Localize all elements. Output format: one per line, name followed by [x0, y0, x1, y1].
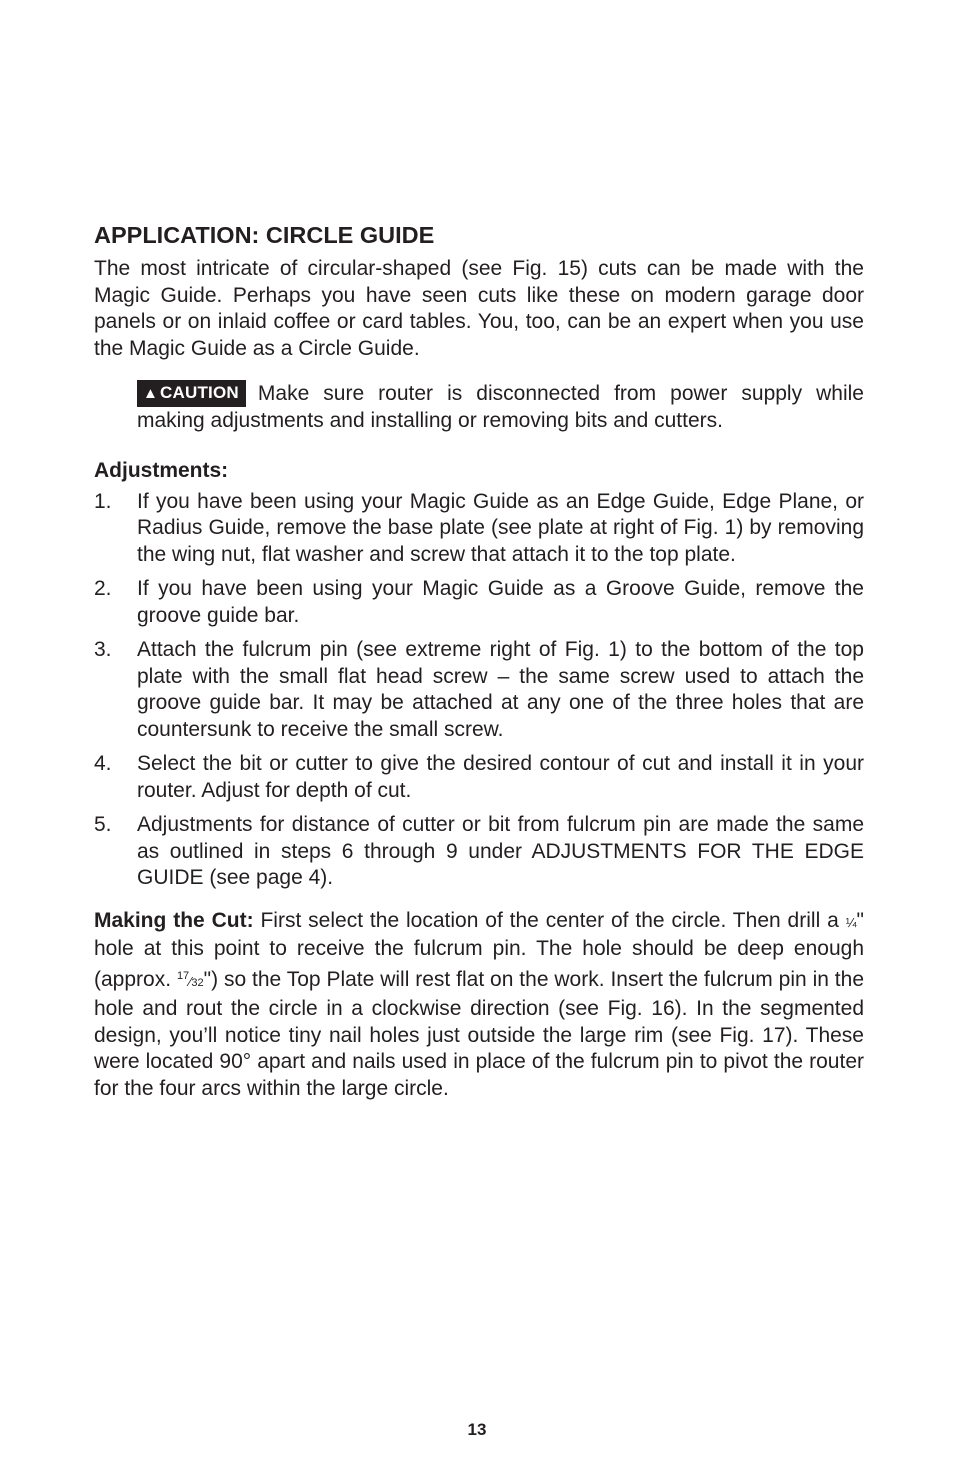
making-cut-text-1: First select the location of the center of the circle. Then drill a [253, 908, 846, 932]
list-item [94, 576, 864, 629]
making-cut-paragraph [94, 908, 864, 1103]
list-item [94, 637, 864, 743]
caution-label: CAUTION [160, 383, 239, 402]
step-text: Select the bit or cutter to give the desired contour of cut and install it in your router. Adjust for depth of cut. [137, 752, 864, 802]
caution-text: Make sure router is disconnected from power supply while making adjustments and installing or removing bits and cutters. [137, 382, 864, 432]
page-number: 13 [467, 1420, 487, 1439]
step-text: If you have been using your Magic Guide as an Edge Guide, Edge Plane, or Radius Guide, remove the base plate (see plate at right of Fig. 1) by removing the wing nut, flat washer and screw that attach it to the top plate. [137, 489, 864, 566]
step-number: 4. [94, 752, 112, 775]
step-number: 2. [94, 577, 112, 600]
caution-notice [137, 380, 864, 434]
making-cut-lead: Making the Cut: [94, 908, 254, 932]
section-title: APPLICATION: CIRCLE GUIDE [94, 222, 435, 248]
fraction-seventeen-thirtyseconds: $^{17}$⁄32 [176, 969, 204, 989]
warning-triangle-icon: ▲ [143, 385, 159, 402]
list-item [94, 489, 864, 569]
fraction-numerator: 17 [176, 969, 190, 982]
adjustments-list [94, 489, 864, 892]
list-item [94, 751, 864, 804]
making-cut-text-3: ") so the Top Plate will rest flat on the work. Insert the fulcrum pin in the hole and rout the circle in a clockwise direction (see Fig. 16). In the segmented design, you’ll notice tiny nail holes just outside the large rim (see Fig. 17). These were located 90° apart and nails used in place of the fulcrum pin to pivot the router for the four arcs within the large circle. [94, 967, 865, 1100]
caution-badge [137, 380, 246, 407]
step-number: 3. [94, 638, 112, 661]
step-text: Attach the fulcrum pin (see extreme right of Fig. 1) to the bottom of the top plate with the small flat head screw – the same screw used to attach the groove guide bar. It may be attached at any one of the three holes that are countersunk to receive the small screw. [137, 638, 864, 741]
making-cut-text-2: " hole at this point to receive the fulcrum pin. The hole should be deep enough (approx. [94, 908, 864, 991]
adjustments-heading: Adjustments: [94, 459, 229, 482]
intro-paragraph: The most intricate of circular-shaped (see Fig. 15) cuts can be made with the Magic Guide. Perhaps you have seen cuts like these on modern garage door panels or on inlaid coffee or card tables. You, too, can be an expert when you use the Magic Guide as a Circle Guide. [94, 257, 864, 360]
step-number: 1. [94, 489, 112, 513]
list-item [94, 812, 864, 892]
step-number: 5. [94, 813, 112, 836]
fraction-denominator: 32 [191, 976, 204, 989]
fraction-quarter: ¼ [845, 914, 857, 930]
manual-page [94, 220, 864, 1102]
step-text: Adjustments for distance of cutter or bit from fulcrum pin are made the same as outlined in steps 6 through 9 under ADJUSTMENTS FOR THE EDGE GUIDE (see page 4). [137, 813, 864, 889]
step-text: If you have been using your Magic Guide as a Groove Guide, remove the groove guide bar. [137, 577, 864, 627]
